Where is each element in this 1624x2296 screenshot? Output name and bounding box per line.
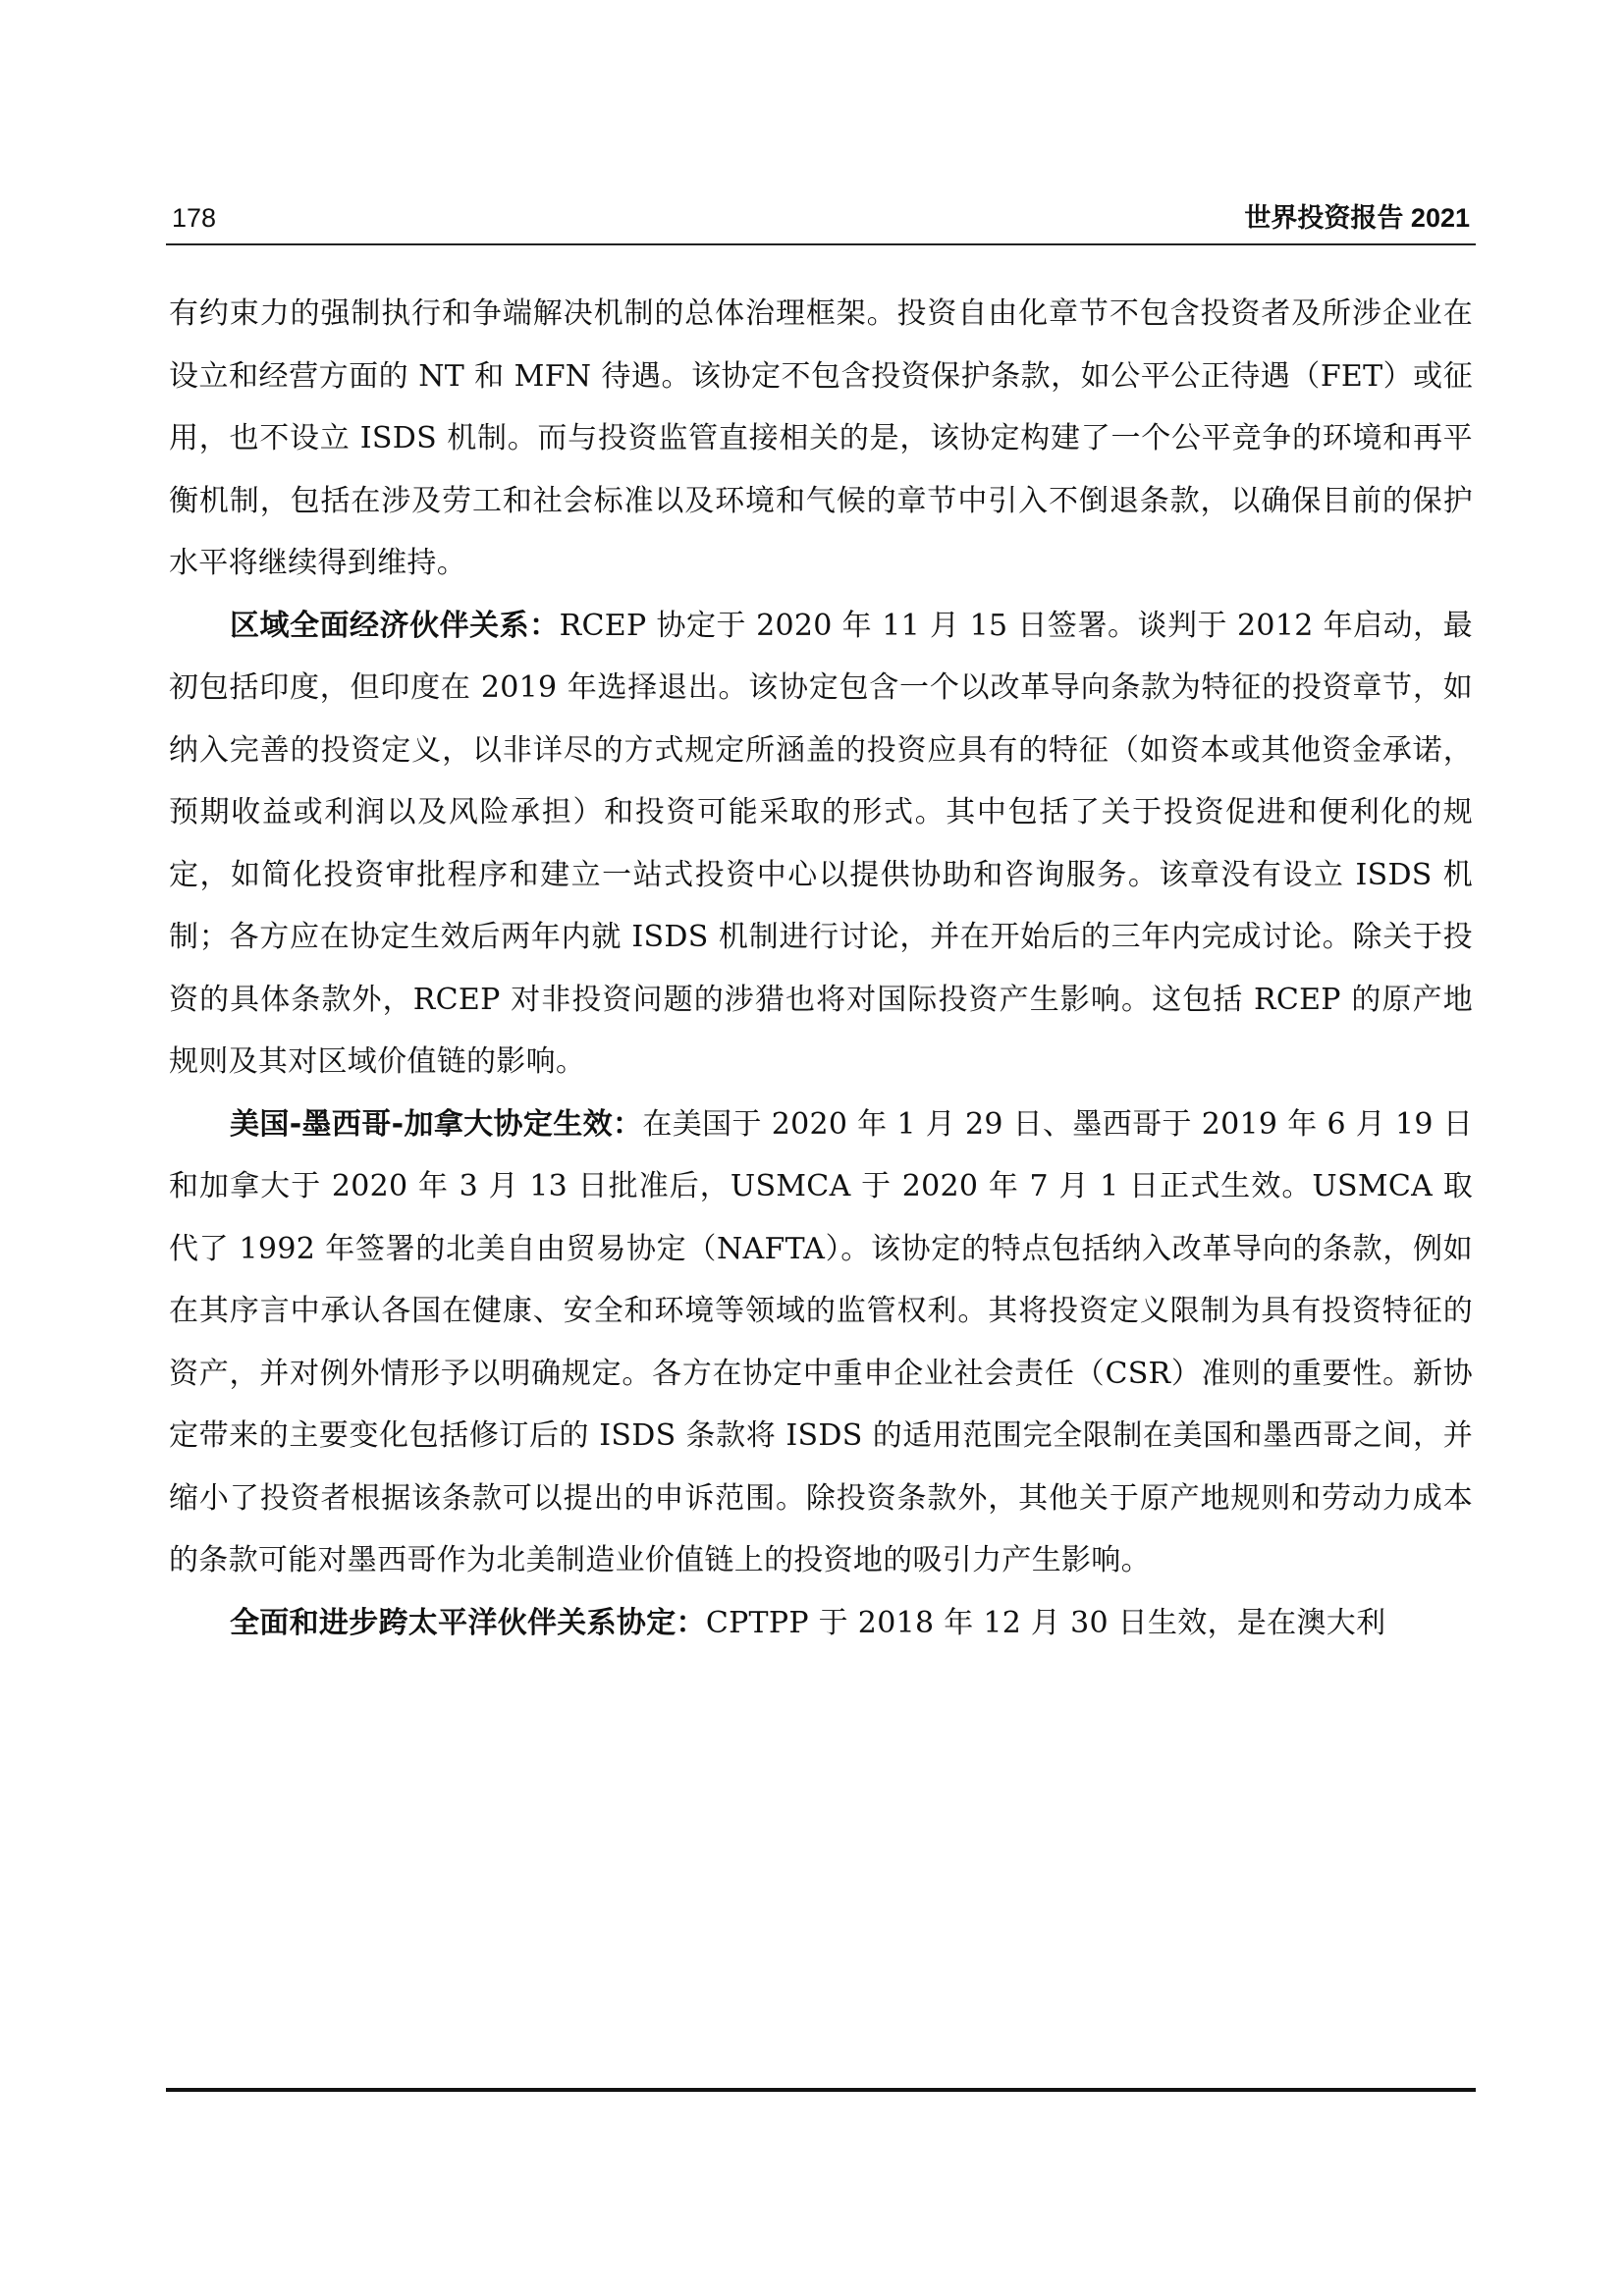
footer-rule <box>166 2088 1476 2092</box>
paragraph-continuation <box>169 283 1473 595</box>
paragraph-cptpp <box>169 1592 1473 1655</box>
paragraph-lead: 全面和进步跨太平洋伙伴关系协定： <box>230 1605 706 1640</box>
paragraph-lead: 美国-墨西哥-加拿大协定生效： <box>230 1106 643 1142</box>
paragraph-text: CPTPP 于 2018 年 12 月 30 日生效，是在澳大利 <box>705 1605 1386 1640</box>
paragraph-text: 在美国于 2020 年 1 月 29 日、墨西哥于 2019 年 6 月 19 日和加拿大于 2020 年 3 月 13 日批准后，USMCA 于 2020 年 7 月 1 日正式生效。USMCA 取代了 1992 年签署的北美自由贸易协定（NAFTA）。该协定的特点包括纳入改革导向的条款，例如在其序言中承认各国在健康、安全和环境等领域的监管权利。其将投资定义限制为具有投资特征的资产，并对例外情形予以明确规定。各方在协定中重申企业社会责任（CSR）准则的重要性。新协定带来的主要变化包括修订后的 ISDS 条款将 ISDS 的适用范围完全限制在美国和墨西哥之间，并缩小了投资者根据该条款可以提出的申诉范围。除投资条款外，其他关于原产地规则和劳动力成本的条款可能对墨西哥作为北美制造业价值链上的投资地的吸引力产生影响。 <box>169 1106 1473 1577</box>
paragraph-usmca <box>169 1094 1473 1592</box>
page-header <box>166 200 1476 245</box>
paragraph-text: 有约束力的强制执行和争端解决机制的总体治理框架。投资自由化章节不包含投资者及所涉企业在设立和经营方面的 NT 和 MFN 待遇。该协定不包含投资保护条款，如公平公正待遇（FET）或征用，也不设立 ISDS 机制。而与投资监管直接相关的是，该协定构建了一个公平竞争的环境和再平衡机制，包括在涉及劳工和社会标准以及环境和气候的章节中引入不倒退条款，以确保目前的保护水平将继续得到维持。 <box>169 296 1473 580</box>
paragraph-text: RCEP 协定于 2020 年 11 月 15 日签署。谈判于 2012 年启动，最初包括印度，但印度在 2019 年选择退出。该协定包含一个以改革导向条款为特征的投资章节，如纳入完善的投资定义，以非详尽的方式规定所涵盖的投资应具有的特征（如资本或其他资金承诺，预期收益或利润以及风险承担）和投资可能采取的形式。其中包括了关于投资促进和便利化的规定，如简化投资审批程序和建立一站式投资中心以提供协助和咨询服务。该章没有设立 ISDS 机制；各方应在协定生效后两年内就 ISDS 机制进行讨论，并在开始后的三年内完成讨论。除关于投资的具体条款外，RCEP 对非投资问题的涉猎也将对国际投资产生影响。这包括 RCEP 的原产地规则及其对区域价值链的影响。 <box>169 608 1473 1079</box>
paragraph-rcep <box>169 595 1473 1094</box>
paragraph-lead: 区域全面经济伙伴关系： <box>230 608 560 643</box>
body-text <box>169 283 1473 1654</box>
running-title: 世界投资报告 2021 <box>1244 203 1470 233</box>
page-number: 178 <box>172 203 217 233</box>
